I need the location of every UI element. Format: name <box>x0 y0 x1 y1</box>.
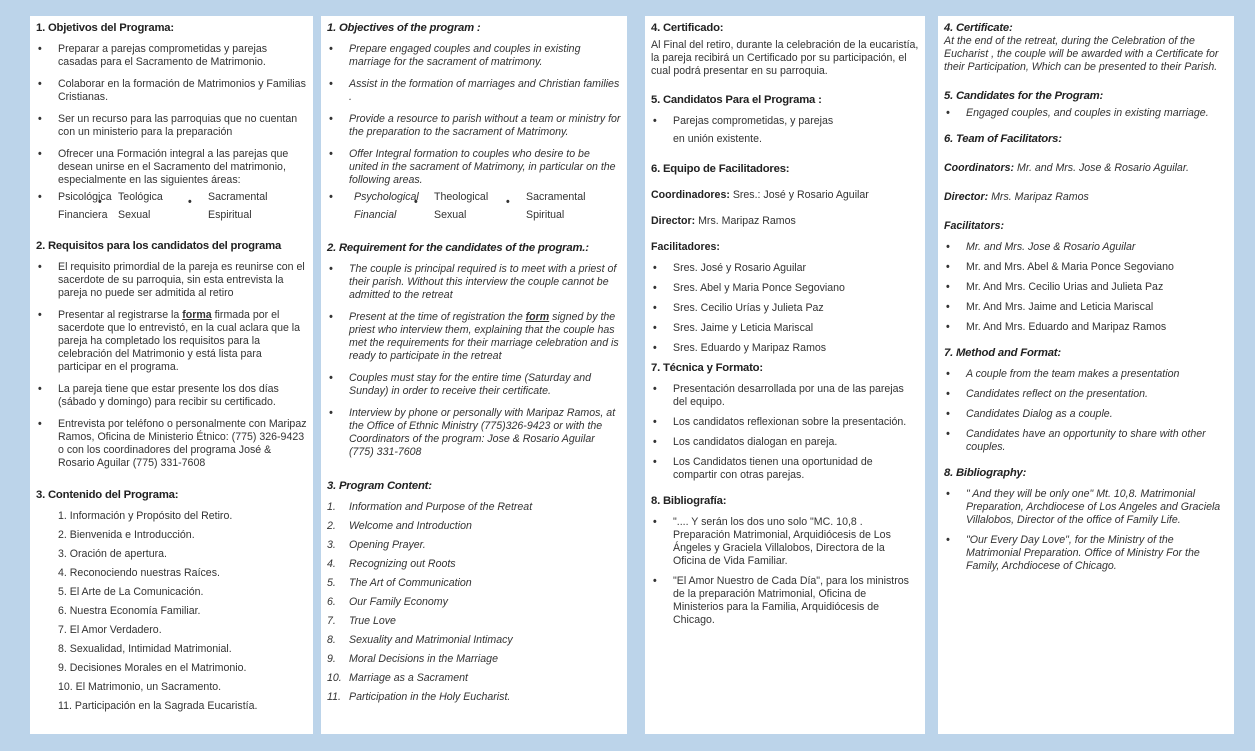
certificate-text: At the end of the retreat, during the Celebration of the Eucharist , the couple will be awarded with a Certificate for their Participation, Which can be presented to their Parish. <box>944 35 1219 73</box>
item-number: 1. <box>327 501 336 513</box>
item-text: Marriage as a Sacrament <box>349 672 468 684</box>
area-item: Sexual <box>434 209 467 221</box>
candidates-list <box>944 107 1228 120</box>
item-text: firmada por el sacerdote que lo entrevistó, en la cual aclara que la pareja ha completado los requisitos para la celebración del Matrimonio y está lista para participar en el programa. <box>58 309 301 373</box>
list-item <box>327 311 621 363</box>
list-item: • Presentación desarrollada por una de las parejas del equipo. <box>651 383 919 409</box>
requirements-list <box>36 261 307 470</box>
item-text: Parejas comprometidas, y parejas <box>673 115 834 127</box>
item-number: 9. <box>327 653 336 665</box>
list-item: 5. El Arte de La Comunicación. <box>58 586 204 598</box>
area-item: • Sacramental <box>208 191 298 204</box>
list-item: 10. El Matrimonio, un Sacramento. <box>58 681 222 693</box>
coordinators-label: Coordinators: <box>944 162 1015 174</box>
item-number: 6. <box>327 596 336 608</box>
area-item: Psicológica <box>58 191 112 203</box>
candidates-list <box>651 115 919 146</box>
list-item <box>327 558 621 571</box>
form-link[interactable]: forma <box>182 309 212 321</box>
coordinators-value: Mr. and Mrs. Jose & Rosario Aguilar. <box>1014 162 1189 174</box>
list-item: • La pareja tiene que estar presente los dos días (sábado y domingo) para recibir su certificado. <box>36 383 307 409</box>
area-item: • Sacramental <box>526 191 616 204</box>
section-title: 6. Team of Facilitators: <box>944 133 1062 145</box>
section-title: 2. Requirement for the candidates of the program.: <box>327 242 589 254</box>
list-item: • Mr. and Mrs. Jose & Rosario Aguilar <box>944 241 1228 254</box>
list-item: • Engaged couples, and couples in existing marriage. <box>944 107 1228 120</box>
facilitators-label: Facilitators: <box>944 220 1005 232</box>
list-item: • Assist in the formation of marriages and Christian families . <box>327 78 621 104</box>
list-item <box>327 577 621 590</box>
coordinators-value: Sres.: José y Rosario Aguilar <box>729 189 869 201</box>
director-line <box>651 215 919 228</box>
section-title: 1. Objectives of the program : <box>327 22 481 34</box>
objectives-list <box>36 43 307 187</box>
panel-spanish-objectives <box>30 16 313 734</box>
list-item: • Sres. José y Rosario Aguilar <box>651 262 919 275</box>
list-item: 8. Sexualidad, Intimidad Matrimonial. <box>58 643 232 655</box>
list-item: • A couple from the team makes a presentation <box>944 368 1228 381</box>
certificate-text: Al Final del retiro, durante la celebración de la eucaristía, la pareja recibirá un Certificado por su participación, el cual podrá presentar en su parroquia. <box>651 39 919 77</box>
list-item: • Candidates reflect on the presentation. <box>944 388 1228 401</box>
item-number: 11. <box>327 691 341 703</box>
list-item: • ".... Y serán los dos uno solo "MC. 10,8 . Preparación Matrimonial, Arquidiócesis de Los Ángeles y Graciela Villalobos, Directora de la Oficina de Vida Familiar. <box>651 516 919 568</box>
coordinators-line <box>944 162 1228 175</box>
list-item: • El requisito primordial de la pareja es reunirse con el sacerdote de su parroquia, sin esta entrevista la pareja no puede ser admitida al retiro <box>36 261 307 300</box>
item-number: 3. <box>327 539 336 551</box>
list-item <box>327 691 621 704</box>
section-title: 3. Contenido del Programa: <box>36 489 179 501</box>
list-item <box>327 501 621 514</box>
section-title: 8. Bibliografía: <box>651 495 727 507</box>
list-item: • Candidates have an opportunity to share with other couples. <box>944 428 1228 454</box>
list-item: • Offer Integral formation to couples who desire to be united in the sacrament of Matrimony, in particular on the following areas. <box>327 148 621 187</box>
list-item: • Los Candidatos tienen una oportunidad de compartir con otras parejas. <box>651 456 919 482</box>
bibliography-list <box>944 488 1228 573</box>
director-line <box>944 191 1228 204</box>
area-item: • Theological <box>434 191 526 204</box>
list-item <box>327 520 621 533</box>
coordinators-label: Coordinadores: <box>651 189 730 201</box>
item-number: 4. <box>327 558 336 570</box>
item-number: 10. <box>327 672 342 684</box>
list-item <box>327 539 621 552</box>
item-text: Welcome and Introduction <box>349 520 472 532</box>
facilitators-label: Facilitadores: <box>651 241 720 253</box>
panel-english-details <box>938 16 1234 734</box>
area-item: Sexual <box>118 209 151 221</box>
item-number: 5. <box>327 577 336 589</box>
section-title: 5. Candidatos Para el Programa : <box>651 94 822 106</box>
list-item: 1. Información y Propósito del Retiro. <box>58 510 233 522</box>
section-title: 2. Requisitos para los candidatos del programa <box>36 240 282 252</box>
item-text: Recognizing out Roots <box>349 558 456 570</box>
item-text: en unión existente. <box>673 133 762 145</box>
list-item: • Provide a resource to parish without a team or ministry for the preparation to the sacrament of Matrimony. <box>327 113 621 139</box>
list-item: • Candidates Dialog as a couple. <box>944 408 1228 421</box>
list-item: • Entrevista por teléfono o personalmente con Maripaz Ramos, Oficina de Ministerio Étnico: (775) 326-9423 o con los coordinadores del programa José & Rosario Aguilar (775) 331-7608 <box>36 418 307 470</box>
area-item: Espiritual <box>208 209 252 221</box>
list-item: 7. El Amor Verdadero. <box>58 624 162 636</box>
list-item: • Mr. and Mrs. Abel & Maria Ponce Segoviano <box>944 261 1228 274</box>
list-item <box>327 634 621 647</box>
list-item <box>651 115 919 146</box>
list-item <box>327 672 621 685</box>
section-title: 5. Candidates for the Program: <box>944 90 1104 102</box>
section-title: 4. Certificate: <box>944 22 1013 34</box>
item-text: Sexuality and Matrimonial Intimacy <box>349 634 513 646</box>
method-list <box>944 368 1228 454</box>
list-item: • Prepare engaged couples and couples in existing marriage for the sacrament of matrimony. <box>327 43 621 69</box>
area-item: • Teológica <box>118 191 208 204</box>
list-item: • The couple is principal required is to meet with a priest of their parish. Without this interview the couple cannot be admitted to the retreat <box>327 263 621 302</box>
areas-grid: Psychological • Theological • Sacramental Financial Sexual Spiritual • <box>354 191 621 222</box>
list-item: • Mr. And Mrs. Jaime and Leticia Mariscal <box>944 301 1228 314</box>
method-list <box>651 383 919 482</box>
requirements-list <box>327 263 621 459</box>
list-item: • Ofrecer una Formación integral a las parejas que desean unirse en el Sacramento del matrimonio, especialmente en las siguientes áreas: <box>36 148 307 187</box>
list-item: • Los candidatos dialogan en pareja. <box>651 436 919 449</box>
list-item: • Sres. Jaime y Leticia Mariscal <box>651 322 919 335</box>
area-item: Financiera <box>58 209 108 221</box>
bibliography-list <box>651 516 919 627</box>
item-text: Participation in the Holy Eucharist. <box>349 691 511 703</box>
item-number: 8. <box>327 634 336 646</box>
director-label: Director: <box>944 191 989 203</box>
facilitators-list <box>651 262 919 355</box>
list-item <box>327 596 621 609</box>
facilitators-list <box>944 241 1228 334</box>
list-item: 9. Decisiones Morales en el Matrimonio. <box>58 662 247 674</box>
list-item: 2. Bienvenida e Introducción. <box>58 529 195 541</box>
list-item: 3. Oración de apertura. <box>58 548 167 560</box>
item-text: Present at the time of registration the <box>349 311 526 323</box>
list-item: • Mr. And Mrs. Cecilio Urias and Julieta Paz <box>944 281 1228 294</box>
list-item <box>327 653 621 666</box>
section-title: 3. Program Content: <box>327 480 432 492</box>
list-item: • "Our Every Day Love", for the Ministry of the Matrimonial Preparation. Office of Ministry For the Family, Archdiocese of Chicago. <box>944 534 1228 573</box>
content-list <box>327 501 621 704</box>
list-item: • Los candidatos reflexionan sobre la presentación. <box>651 416 919 429</box>
list-item: 4. Reconociendo nuestras Raíces. <box>58 567 220 579</box>
section-title: 1. Objetivos del Programa: <box>36 22 174 34</box>
list-item: 6. Nuestra Economía Familiar. <box>58 605 201 617</box>
list-item: • Mr. And Mrs. Eduardo and Maripaz Ramos <box>944 321 1228 334</box>
list-item <box>36 309 307 374</box>
item-text: Moral Decisions in the Marriage <box>349 653 498 665</box>
item-text: signed by the priest who interview them, explaining that the couple has met the requirements for their marriage celebration and is ready to participate in the retreat <box>349 311 619 362</box>
panel-english-objectives <box>321 16 627 734</box>
item-text: Our Family Economy <box>349 596 448 608</box>
list-item: • "El Amor Nuestro de Cada Día", para los ministros de la preparación Matrimonial, Oficina de Ministerios para la Familia, Arquidiócesis de Chicago. <box>651 575 919 627</box>
objectives-list <box>327 43 621 187</box>
director-value: Mrs. Maripaz Ramos <box>695 215 796 227</box>
section-title: 8. Bibliography: <box>944 467 1027 479</box>
form-link[interactable]: form <box>525 311 550 323</box>
item-text: True Love <box>349 615 396 627</box>
areas-grid: Psicológica • Teológica • Sacramental Financiera Sexual Espiritual • <box>58 191 307 222</box>
section-title: 4. Certificado: <box>651 22 724 34</box>
area-item: Financial <box>354 209 397 221</box>
section-title: 6. Equipo de Facilitadores: <box>651 163 790 175</box>
list-item: • Preparar a parejas comprometidas y parejas casadas para el Sacramento de Matrimonio. <box>36 43 307 69</box>
list-item: • Colaborar en la formación de Matrimonios y Familias Cristianas. <box>36 78 307 104</box>
list-item: • Couples must stay for the entire time (Saturday and Sunday) in order to receive their certificate. <box>327 372 621 398</box>
list-item: 11. Participación en la Sagrada Eucaristía. <box>58 700 258 712</box>
panel-spanish-details <box>645 16 925 734</box>
item-number: 2. <box>327 520 336 532</box>
item-text: The Art of Communication <box>349 577 472 589</box>
list-item: • Sres. Abel y Maria Ponce Segoviano <box>651 282 919 295</box>
list-item <box>327 615 621 628</box>
item-text: Presentar al registrarse la <box>58 309 183 321</box>
item-text: Opening Prayer. <box>349 539 426 551</box>
content-list <box>36 510 307 713</box>
item-text: Information and Purpose of the Retreat <box>349 501 533 513</box>
list-item: • Sres. Eduardo y Maripaz Ramos <box>651 342 919 355</box>
list-item: • Ser un recurso para las parroquias que no cuentan con un ministerio para la preparación <box>36 113 307 139</box>
item-number: 7. <box>327 615 336 627</box>
coordinators-line <box>651 189 919 202</box>
area-item: Spiritual <box>526 209 565 221</box>
section-title: 7. Técnica y Formato: <box>651 362 763 374</box>
list-item: • Sres. Cecilio Urías y Julieta Paz <box>651 302 919 315</box>
list-item: • " And they will be only one" Mt. 10,8. Matrimonial Preparation, Archdiocese of Los Angeles and Graciela Villalobos, Director of the office of Family Life. <box>944 488 1228 527</box>
director-value: Mrs. Maripaz Ramos <box>988 191 1089 203</box>
director-label: Director: <box>651 215 696 227</box>
list-item: • Interview by phone or personally with Maripaz Ramos, at the Office of Ethnic Ministry (775)326-9423 or with the Coordinators of the program: Jose & Rosario Aguilar (775) 331-7608 <box>327 407 621 459</box>
area-item: Psychological <box>354 191 419 203</box>
section-title: 7. Method and Format: <box>944 347 1061 359</box>
